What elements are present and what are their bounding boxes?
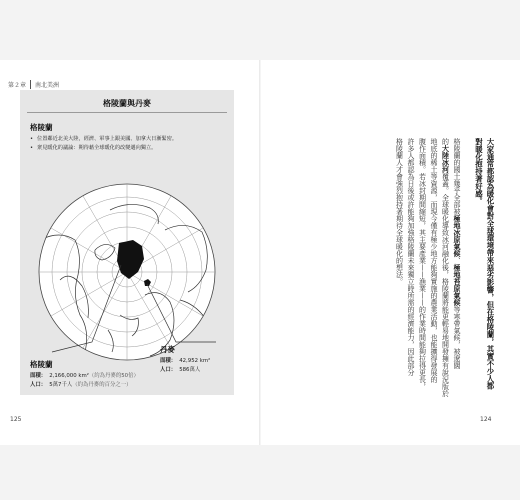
denmark-area-value: 42,952 km² — [179, 358, 211, 364]
greenland-area-note: （約為丹麥的50倍） — [88, 373, 139, 379]
body-line: 格陵蘭的國土幾乎全部被極地冰原氣候、極地苔原氣候等寒帶氣候，被遼闊 — [453, 138, 461, 369]
chapter-number: 第２章 — [8, 81, 27, 89]
heading-line: 對暖化抱持著好感。 — [474, 138, 484, 205]
bullet-item: • 位置鄰近北美大陸，經濟、軍事上跟美國、加拿大日漸緊密。 — [30, 135, 230, 144]
pop-label: 人口： — [30, 382, 47, 388]
heading-line: 大家通常都認為暖化會對全球環境帶來惡劣影響，但在格陵蘭，其實不少人都 — [486, 138, 495, 390]
greenland-area-value: 2,166,000 km² — [49, 373, 89, 379]
section-heading: 格陵蘭 — [30, 123, 53, 132]
book-gutter — [259, 60, 261, 445]
pop-label: 人口： — [160, 367, 177, 373]
page-number-left: 125 — [10, 416, 22, 423]
page-number-right: 124 — [480, 416, 492, 423]
greenland-pop-row — [30, 381, 139, 390]
bullet-item: • 衆見暖化的議論：期待藉全球暖化的改變邁向獨立。 — [30, 144, 230, 153]
greenland-name: 格陵蘭 — [30, 360, 53, 369]
greenland-area-row — [30, 372, 139, 381]
body-line: 地底的稀土等資源，而現今僅有極少地方能夠實施的農業活動，也能擴得發展的 — [430, 138, 438, 383]
denmark-pop-value: 586萬人 — [179, 367, 201, 373]
box-title: 格陵蘭與丹麥 — [103, 99, 151, 108]
area-label: 面積： — [160, 358, 177, 364]
greenland-pop-value: 5萬7千人 — [49, 382, 73, 388]
greenland-pop-note: （約為丹麥的百分之一） — [72, 382, 132, 388]
right-page-body — [370, 138, 462, 408]
body-line: 腹作面積。若冰封期間縮短，其主要產業——漁業——的作業時間能夠拉得更長， — [418, 138, 427, 390]
body-line: 許多人都認為日後或許能夠加強格陵蘭未來獨立時所需的經濟能力，因此部分 — [407, 138, 415, 376]
denmark-pop-row — [160, 366, 210, 375]
denmark-area-row — [160, 357, 210, 366]
body-line: 的大陸冰河覆蓋。全球暖化導致冰河融化後，格陵蘭將能更輕易地開發擁有說況版於 — [441, 138, 450, 397]
chapter-title: 南北美洲 — [35, 81, 60, 89]
denmark-name: 丹麥 — [160, 345, 175, 354]
area-label: 面積： — [30, 373, 47, 379]
chapter-tag — [8, 78, 59, 90]
right-page-heading — [470, 138, 496, 408]
chapter-divider — [30, 80, 31, 89]
greenland-info — [30, 360, 139, 390]
body-line: 格陵蘭人才會強烈抱持著期待全球暖化的想法。 — [395, 138, 404, 285]
denmark-info — [160, 345, 210, 375]
